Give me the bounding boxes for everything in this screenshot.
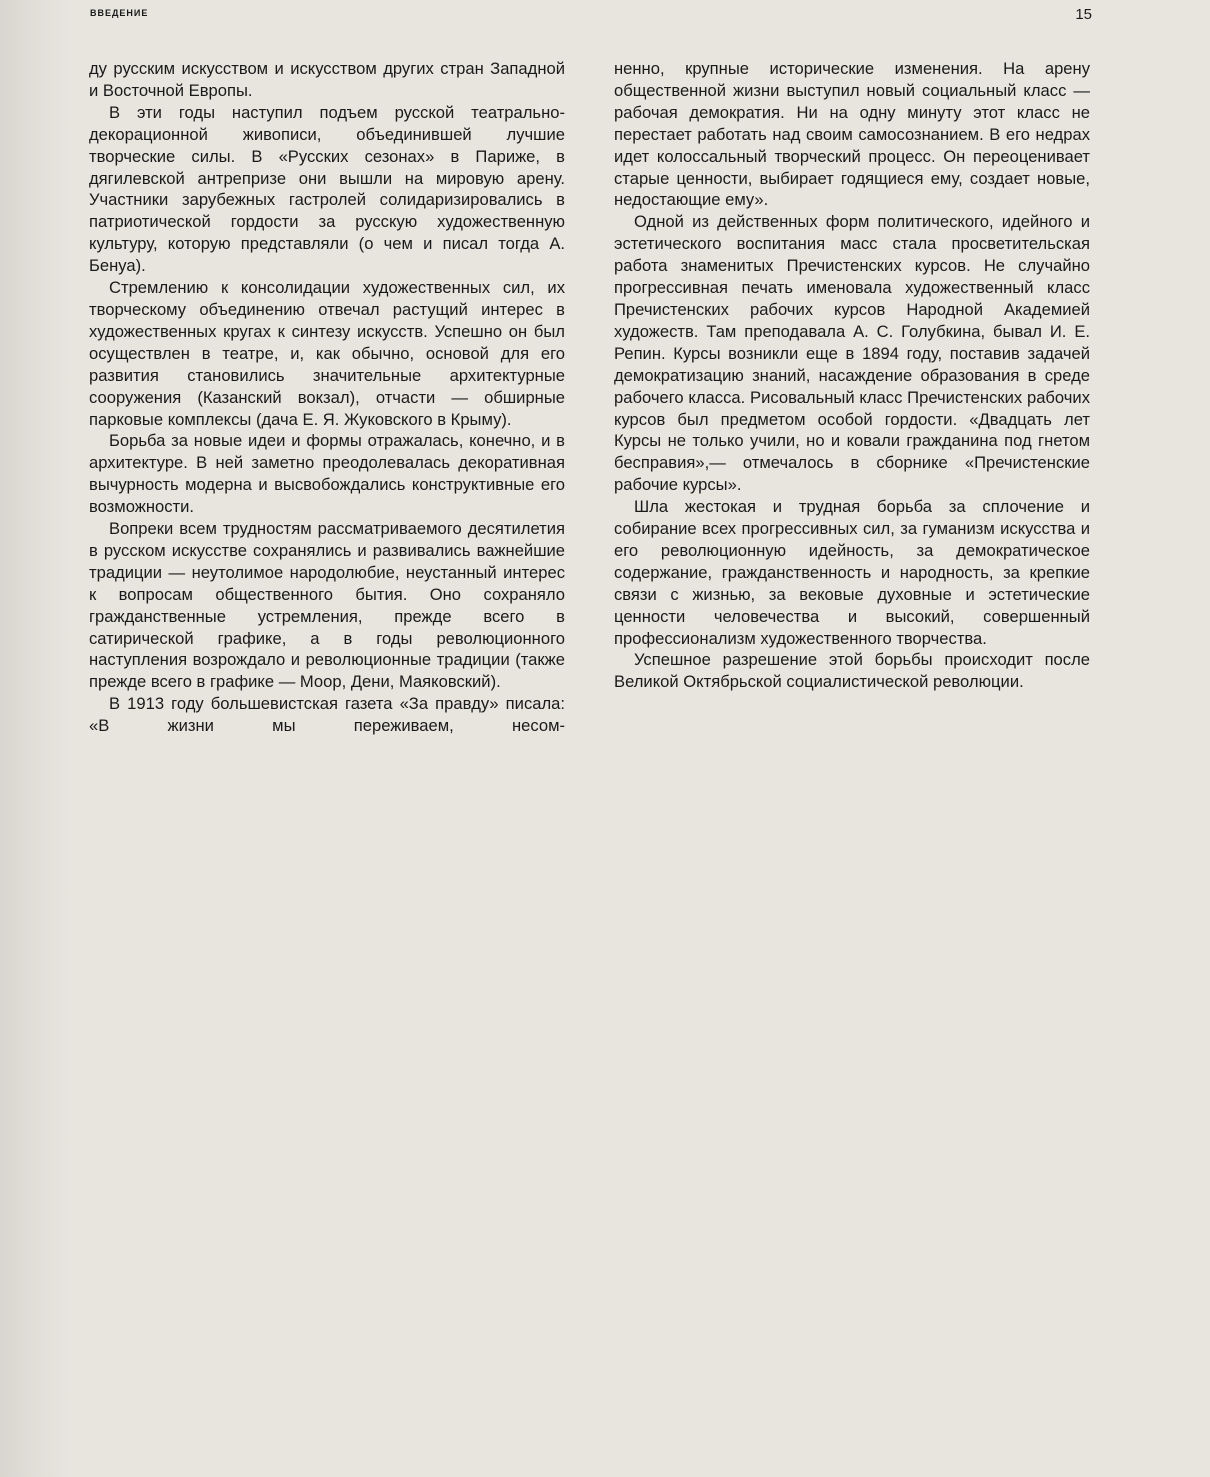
paragraph: Стремлению к консолидации художественных сил, их творческому объединению отвечал растущий интерес в художественных кругах к синтезу искусств. Успешно он был осуществлен в театре, и, как обычно, основой для его развития становились значительные архитектурные сооружения (Казанский вокзал), отчасти — обширные парковые комплексы (дача Е. Я. Жуковского в Крыму).: [89, 278, 565, 429]
paragraph: ду русским искусством и искусством других стран Западной и Восточной Европы.: [89, 59, 565, 100]
paragraph: В 1913 году большевистская газета «За правду» писала: «В жизни мы переживаем, несом-: [89, 694, 565, 736]
paragraph: В эти годы наступил подъем русской театрально-декорационной живописи, объединившей лучшие творческие силы. В «Русских сезонах» в Париже, в дягилевской антрепризе они вышли на мировую арену. Участники зарубежных гастролей солидаризировались в патриотической гордости за русскую художественную культуру, которую представляли (о чем и писал тогда А. Бенуа).: [89, 102, 565, 276]
running-head: ВВЕДЕНИЕ: [90, 8, 149, 18]
paragraph: ненно, крупные исторические изменения. На арену общественной жизни выступил новый социальный класс — рабочая демократия. Ни на одну минуту этот класс не перестает работать над своим самосознанием. В его недрах идет колоссальный творческий процесс. Он переоценивает старые ценности, выбирает годящиеся ему, создает новые, недостающие ему».: [614, 59, 1090, 210]
left-column: [89, 58, 565, 737]
page-edge: [0, 0, 72, 1477]
paragraph: Борьба за новые идеи и формы отражалась, конечно, и в архитектуре. В ней заметно преодолевалась декоративная вычурность модерна и высвобождались конструктивные его возможности.: [89, 431, 565, 517]
paragraph: Шла жестокая и трудная борьба за сплочение и собирание всех прогрессивных сил, за гуманизм искусства и его революционную идейность, за демократическое содержание, гражданственность и народность, за крепкие связи с жизнью, за вековые духовные и эстетические ценности человечества и высокий, совершенный профессионализм художественного творчества.: [614, 497, 1090, 648]
paragraph: Успешное разрешение этой борьбы происходит после Великой Октябрьской социалистической революции.: [614, 650, 1090, 692]
paragraph: Вопреки всем трудностям рассматриваемого десятилетия в русском искусстве сохранялись и развивались важнейшие традиции — неутолимое народолюбие, неустанный интерес к вопросам общественного бытия. Оно сохраняло гражданственные устремления, прежде всего в сатирической графике, а в годы революционного наступления возрождало и революционные традиции (также прежде всего в графике — Моор, Дени, Маяковский).: [89, 519, 565, 692]
paragraph: Одной из действенных форм политического, идейного и эстетического воспитания масс стала просветительская работа знаменитых Пречистенских курсов. Не случайно прогрессивная печать именовала художественный класс Пречистенских рабочих курсов Народной Академией художеств. Там преподавала А. С. Голубкина, бывал И. Е. Репин. Курсы возникли еще в 1894 году, поставив задачей демократизацию знаний, насаждение образования в среде рабочего класса. Рисовальный класс Пречистенских рабочих курсов был предметом особой гордости. «Двадцать лет Курсы не только учили, но и ковали гражданина под гнетом бесправия»,— отмечалось в сборнике «Пречистенские рабочие курсы».: [614, 212, 1090, 495]
right-column: [614, 58, 1090, 693]
page-header: [90, 6, 1092, 26]
page-number: 15: [1075, 6, 1092, 23]
